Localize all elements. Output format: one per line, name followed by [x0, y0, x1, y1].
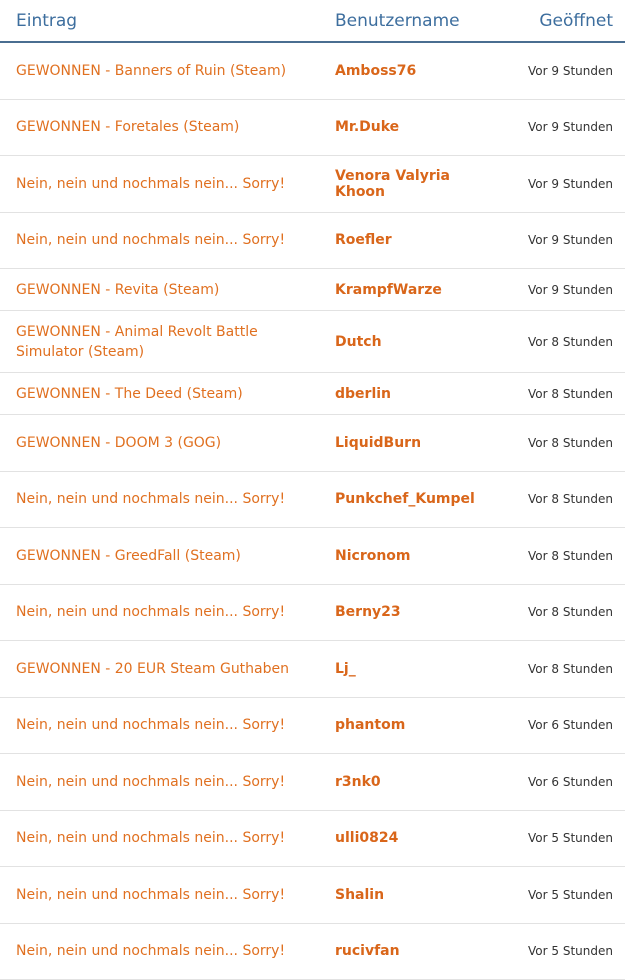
time-cell: Vor 5 Stunden — [485, 944, 625, 958]
time-cell: Vor 6 Stunden — [485, 718, 625, 732]
user-cell[interactable]: LiquidBurn — [319, 435, 485, 451]
time-cell: Vor 8 Stunden — [485, 549, 625, 563]
time-cell: Vor 8 Stunden — [485, 492, 625, 506]
time-cell: Vor 9 Stunden — [485, 64, 625, 78]
time-cell: Vor 9 Stunden — [485, 283, 625, 297]
entry-cell: Nein, nein und nochmals nein... Sorry! — [0, 772, 319, 792]
user-cell[interactable]: KrampfWarze — [319, 282, 485, 298]
user-cell[interactable]: r3nk0 — [319, 774, 485, 790]
entry-cell: GEWONNEN - Revita (Steam) — [0, 280, 319, 300]
entry-cell: Nein, nein und nochmals nein... Sorry! — [0, 489, 319, 509]
time-cell: Vor 8 Stunden — [485, 387, 625, 401]
entry-cell: Nein, nein und nochmals nein... Sorry! — [0, 715, 319, 735]
time-cell: Vor 5 Stunden — [485, 831, 625, 845]
user-cell[interactable]: Mr.Duke — [319, 119, 485, 135]
table-row — [0, 754, 625, 811]
entry-cell: GEWONNEN - 20 EUR Steam Guthaben — [0, 659, 319, 679]
user-cell[interactable]: Venora Valyria Khoon — [319, 168, 485, 200]
user-cell[interactable]: Punkchef_Kumpel — [319, 491, 485, 507]
time-cell: Vor 8 Stunden — [485, 662, 625, 676]
table-row — [0, 373, 625, 415]
user-cell[interactable]: Shalin — [319, 887, 485, 903]
table-row — [0, 472, 625, 529]
header-entry[interactable]: Eintrag — [0, 11, 319, 31]
user-cell[interactable]: Amboss76 — [319, 63, 485, 79]
table-row — [0, 269, 625, 311]
entry-cell: Nein, nein und nochmals nein... Sorry! — [0, 828, 319, 848]
time-cell: Vor 9 Stunden — [485, 177, 625, 191]
user-cell[interactable]: Berny23 — [319, 604, 485, 620]
user-cell[interactable]: ulli0824 — [319, 830, 485, 846]
time-cell: Vor 8 Stunden — [485, 436, 625, 450]
table-row — [0, 811, 625, 868]
table-row — [0, 415, 625, 472]
entry-cell: GEWONNEN - Animal Revolt Battle Simulator (Steam) — [0, 322, 319, 362]
entry-cell: Nein, nein und nochmals nein... Sorry! — [0, 174, 319, 194]
time-cell: Vor 6 Stunden — [485, 775, 625, 789]
table-row — [0, 698, 625, 755]
entry-cell: Nein, nein und nochmals nein... Sorry! — [0, 230, 319, 250]
table-row — [0, 156, 625, 213]
entry-cell: GEWONNEN - GreedFall (Steam) — [0, 546, 319, 566]
table-row — [0, 867, 625, 924]
entry-cell: GEWONNEN - Foretales (Steam) — [0, 117, 319, 137]
entry-cell: Nein, nein und nochmals nein... Sorry! — [0, 885, 319, 905]
table-row — [0, 311, 625, 373]
entry-cell: GEWONNEN - The Deed (Steam) — [0, 384, 319, 404]
entry-cell: GEWONNEN - Banners of Ruin (Steam) — [0, 61, 319, 81]
time-cell: Vor 9 Stunden — [485, 233, 625, 247]
header-opened[interactable]: Geöffnet — [485, 11, 625, 31]
entry-cell: GEWONNEN - DOOM 3 (GOG) — [0, 433, 319, 453]
header-user[interactable]: Benutzername — [319, 11, 485, 31]
table-row — [0, 100, 625, 157]
user-cell[interactable]: Nicronom — [319, 548, 485, 564]
time-cell: Vor 8 Stunden — [485, 335, 625, 349]
user-cell[interactable]: rucivfan — [319, 943, 485, 959]
table-row — [0, 641, 625, 698]
table-row — [0, 528, 625, 585]
user-cell[interactable]: Roefler — [319, 232, 485, 248]
time-cell: Vor 5 Stunden — [485, 888, 625, 902]
time-cell: Vor 8 Stunden — [485, 605, 625, 619]
table-header — [0, 0, 625, 43]
user-cell[interactable]: Dutch — [319, 334, 485, 350]
entry-cell: Nein, nein und nochmals nein... Sorry! — [0, 602, 319, 622]
time-cell: Vor 9 Stunden — [485, 120, 625, 134]
table-row — [0, 924, 625, 980]
entry-cell: Nein, nein und nochmals nein... Sorry! — [0, 941, 319, 961]
user-cell[interactable]: phantom — [319, 717, 485, 733]
table-row — [0, 585, 625, 642]
user-cell[interactable]: dberlin — [319, 386, 485, 402]
user-cell[interactable]: Lj_ — [319, 661, 485, 677]
table-row — [0, 213, 625, 270]
table-row — [0, 43, 625, 100]
